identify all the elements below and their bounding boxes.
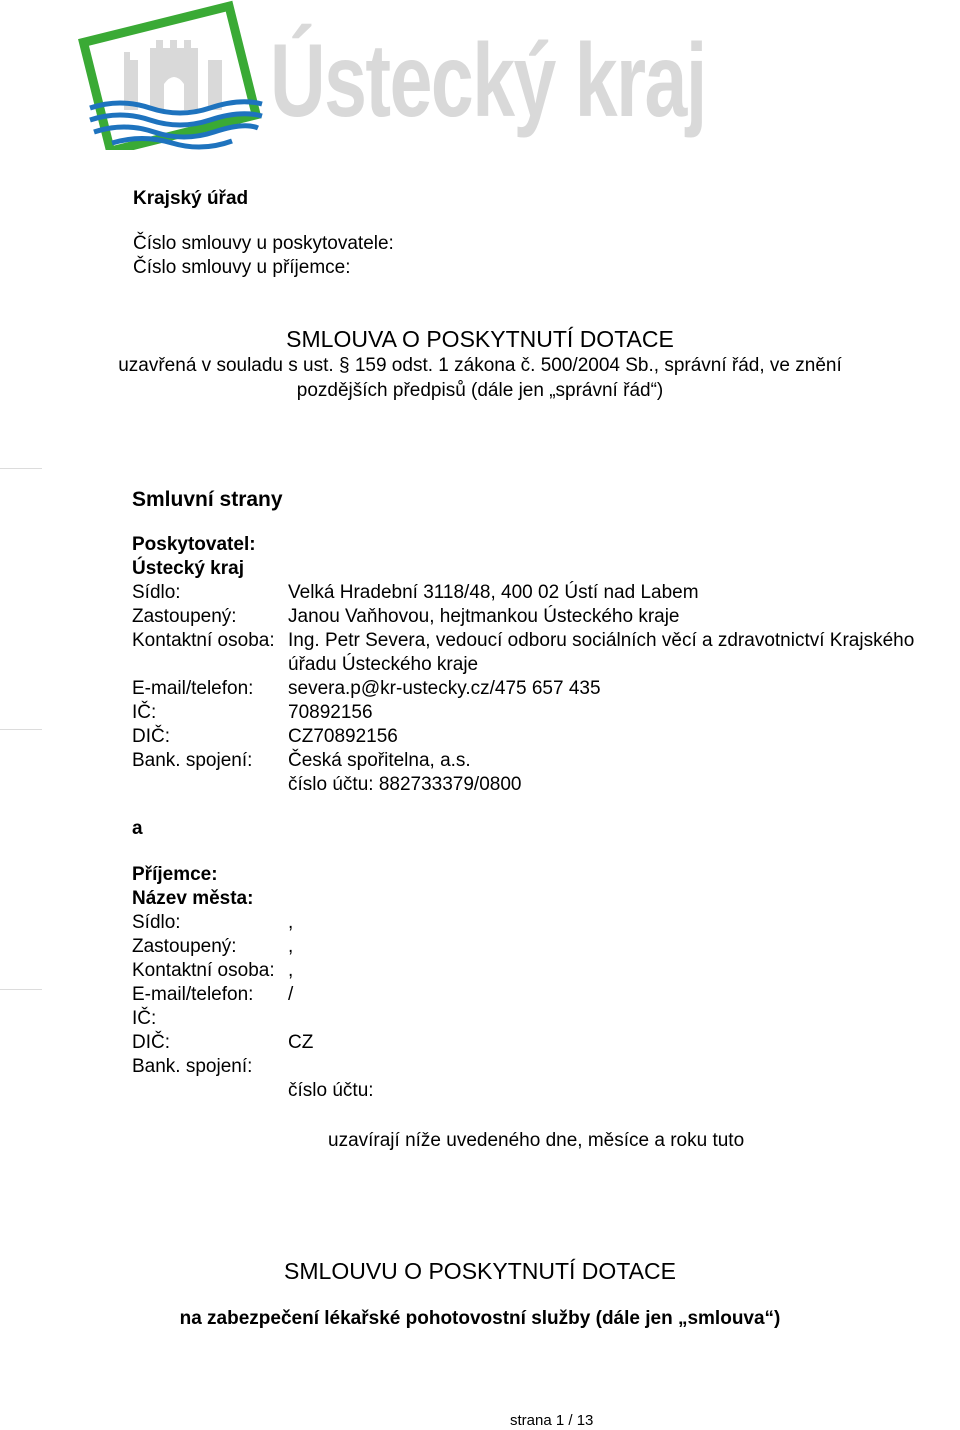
recipient-ic-label: IČ: [132, 1008, 157, 1029]
recipient-dic: CZ [288, 1032, 314, 1053]
provider-seat: Velká Hradební 3118/48, 400 02 Ústí nad Labem [288, 582, 699, 603]
recipient-bank-label: Bank. spojení: [132, 1056, 253, 1077]
provider-role: Poskytovatel: [132, 534, 256, 555]
recipient-account: číslo účtu: [288, 1080, 374, 1101]
provider-account: číslo účtu: 882733379/0800 [288, 774, 522, 795]
provider-email-label: E-mail/telefon: [132, 678, 254, 699]
provider-represented: Janou Vaňhovou, hejtmankou Ústeckého kraje [288, 606, 680, 627]
provider-ic: 70892156 [288, 702, 373, 723]
conclude-text: uzavírají níže uvedeného dne, měsíce a roku tuto [328, 1130, 745, 1151]
provider-contact-label: Kontaktní osoba: [132, 630, 275, 651]
recipient-contact: , [288, 960, 294, 981]
recipient-email: / [288, 984, 294, 1005]
recipient-name: Název města: [132, 888, 254, 909]
recipient-represented: , [288, 936, 294, 957]
provider-bank: Česká spořitelna, a.s. [288, 750, 471, 771]
and-separator: a [132, 818, 143, 839]
contract-number-recipient: Číslo smlouvy u příjemce: [133, 257, 351, 278]
recipient-seat-label: Sídlo: [132, 912, 181, 933]
recipient-email-label: E-mail/telefon: [132, 984, 254, 1005]
provider-contact-continued: úřadu Ústeckého kraje [288, 654, 479, 675]
title-line-1-start: uzavřená v souladu s ust. [118, 355, 334, 376]
page-number: strana 1 / 13 [510, 1412, 594, 1429]
edge-mark [0, 989, 42, 990]
provider-seat-label: Sídlo: [132, 582, 181, 603]
recipient-role: Příjemce: [132, 864, 218, 885]
title-line-1-end: 159 odst. 1 zákona č. 500/2004 Sb., správní řád, ve znění [354, 355, 842, 376]
ustecky-kraj-logo [72, 0, 272, 150]
office-title: Krajský úřad [133, 188, 249, 209]
parties-heading: Smluvní strany [132, 488, 283, 511]
recipient-contact-label: Kontaktní osoba: [132, 960, 275, 981]
recipient-represented-label: Zastoupený: [132, 936, 237, 957]
provider-name: Ústecký kraj [132, 558, 244, 579]
provider-dic-label: DIČ: [132, 726, 170, 747]
recipient-seat: , [288, 912, 294, 933]
edge-mark [0, 468, 42, 469]
provider-email: severa.p@kr-ustecky.cz/475 657 435 [288, 678, 601, 699]
title-line-2: pozdějších předpisů (dále jen „správní řád“) [296, 380, 664, 401]
edge-mark [0, 729, 42, 730]
provider-represented-label: Zastoupený: [132, 606, 237, 627]
recipient-dic-label: DIČ: [132, 1032, 170, 1053]
contract-number-provider: Číslo smlouvy u poskytovatele: [133, 233, 394, 254]
provider-contact: Ing. Petr Severa, vedoucí odboru sociálních věcí a zdravotnictví Krajského [288, 630, 915, 651]
provider-dic: CZ70892156 [288, 726, 398, 747]
contract-title: SMLOUVA O POSKYTNUTÍ DOTACE [286, 326, 674, 352]
logo-wordmark: Ústecký kraj [270, 23, 706, 139]
provider-bank-label: Bank. spojení: [132, 750, 253, 771]
provider-ic-label: IČ: [132, 702, 157, 723]
agreement-title: SMLOUVU O POSKYTNUTÍ DOTACE [284, 1258, 676, 1284]
paragraph-sign-icon: § [338, 355, 350, 376]
agreement-subtitle: na zabezpečení lékařské pohotovostní služby (dále jen „smlouva“) [179, 1308, 781, 1329]
title-line-1 [0, 355, 960, 377]
